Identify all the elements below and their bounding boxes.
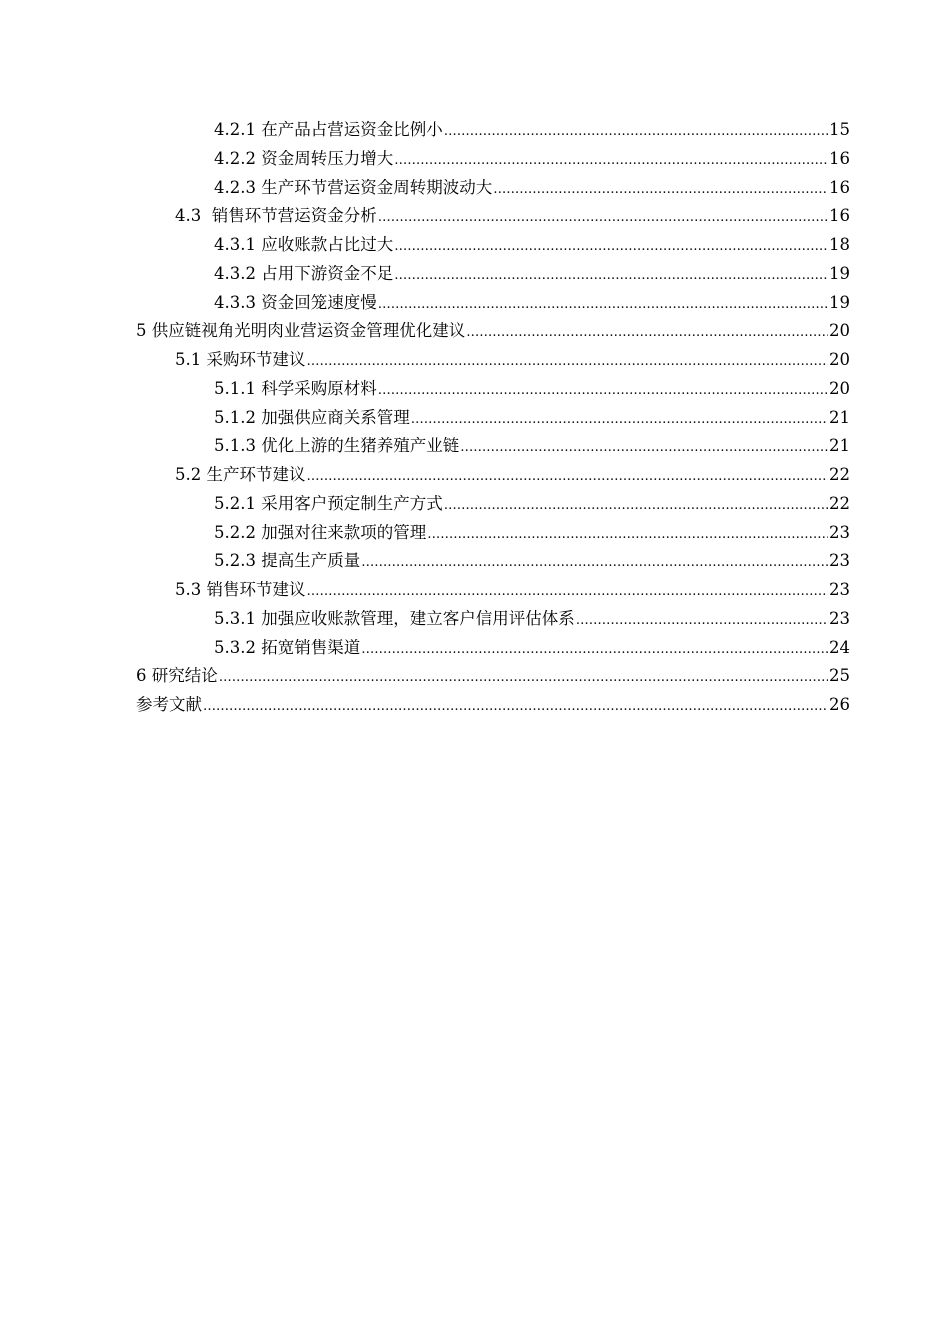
toc-entry[interactable] <box>0 461 950 490</box>
toc-entry[interactable] <box>0 145 950 174</box>
toc-entry-page-number: 23 <box>829 522 850 542</box>
dot-leader <box>394 233 828 262</box>
toc-entry[interactable] <box>0 547 950 576</box>
dot-leader <box>307 463 829 492</box>
toc-entry-title: 4.3 销售环节营运资金分析 <box>175 206 377 226</box>
toc-entry[interactable] <box>0 662 950 691</box>
dot-leader <box>394 262 828 291</box>
toc-entry[interactable] <box>0 289 950 318</box>
toc-entry[interactable] <box>0 346 950 375</box>
dot-leader <box>444 492 828 521</box>
toc-entry-page-number: 19 <box>829 263 850 283</box>
toc-entry-title: 5.1.2 加强供应商关系管理 <box>214 407 410 427</box>
dot-leader <box>378 204 828 233</box>
toc-entry[interactable] <box>0 432 950 461</box>
toc-entry-page-number: 20 <box>829 321 850 341</box>
dot-leader <box>460 434 828 463</box>
toc-entry[interactable] <box>0 634 950 663</box>
toc-entry-title: 5.2.2 加强对往来款项的管理 <box>214 522 427 542</box>
toc-entry[interactable] <box>0 317 950 346</box>
toc-entry-title: 4.3.3 资金回笼速度慢 <box>214 292 377 312</box>
toc-entry-title: 5.3 销售环节建议 <box>175 580 306 599</box>
dot-leader <box>493 176 828 205</box>
toc-entry[interactable] <box>0 116 950 145</box>
toc-entry[interactable] <box>0 519 950 548</box>
toc-entry-title: 6 研究结论 <box>136 666 218 686</box>
dot-leader <box>361 549 828 578</box>
toc-entry[interactable] <box>0 375 950 404</box>
toc-entry-page-number: 20 <box>829 378 850 398</box>
toc-entry-page-number: 24 <box>829 637 850 657</box>
toc-entry[interactable] <box>0 691 950 720</box>
toc-entry-title: 5.1.3 优化上游的生猪养殖产业链 <box>214 436 460 456</box>
toc-entry-page-number: 16 <box>829 177 850 197</box>
dot-leader <box>378 377 828 406</box>
dot-leader <box>307 578 829 607</box>
dot-leader <box>307 348 829 377</box>
toc-entry-page-number: 21 <box>829 407 850 427</box>
dot-leader <box>378 291 828 320</box>
dot-leader <box>203 693 828 722</box>
toc-entry-title: 参考文献 <box>136 695 202 714</box>
toc-entry-title: 4.3.1 应收账款占比过大 <box>214 235 394 254</box>
toc-entry-title: 5.1.1 科学采购原材料 <box>214 378 377 398</box>
toc-entry-page-number: 19 <box>829 292 850 312</box>
toc-entry-page-number: 26 <box>829 695 850 714</box>
toc-entry-page-number: 25 <box>829 666 850 686</box>
toc-entry[interactable] <box>0 576 950 605</box>
dot-leader <box>219 664 828 693</box>
toc-entry-page-number: 21 <box>829 436 850 456</box>
dot-leader <box>466 319 828 348</box>
toc-entry-title: 4.2.3 生产环节营运资金周转期波动大 <box>214 177 493 197</box>
toc-entry[interactable] <box>0 260 950 289</box>
toc-entry-title: 4.2.1 在产品占营运资金比例小 <box>214 120 443 139</box>
toc-entry-title: 4.3.2 占用下游资金不足 <box>214 263 394 283</box>
toc-entry-title: 5.3.2 拓宽销售渠道 <box>214 637 361 657</box>
dot-leader <box>394 147 828 176</box>
toc-entry-page-number: 18 <box>829 235 850 254</box>
toc-entry-title: 4.2.2 资金周转压力增大 <box>214 148 394 168</box>
toc-entry[interactable] <box>0 202 950 231</box>
toc-entry-page-number: 23 <box>829 608 850 628</box>
toc-entry-title: 5.1 采购环节建议 <box>175 350 306 369</box>
toc-entry[interactable] <box>0 605 950 634</box>
dot-leader <box>444 118 828 147</box>
dot-leader <box>361 636 828 665</box>
toc-entry-page-number: 23 <box>829 580 850 599</box>
toc-entry-title: 5.2.3 提高生产质量 <box>214 551 361 571</box>
toc-entry-title: 5 供应链视角光明肉业营运资金管理优化建议 <box>136 321 466 341</box>
toc-entry[interactable] <box>0 231 950 260</box>
toc-entry-title: 5.2.1 采用客户预定制生产方式 <box>214 493 443 513</box>
toc-entry-page-number: 15 <box>829 120 850 139</box>
toc-entry[interactable] <box>0 490 950 519</box>
toc-entry-page-number: 22 <box>829 465 850 484</box>
dot-leader <box>427 521 828 550</box>
toc-entry-page-number: 22 <box>829 493 850 513</box>
dot-leader <box>411 406 828 435</box>
toc-entry-page-number: 23 <box>829 551 850 571</box>
toc-entry-title: 5.2 生产环节建议 <box>175 465 306 484</box>
toc-entry-title: 5.3.1 加强应收账款管理，建立客户信用评估体系 <box>214 608 575 628</box>
table-of-contents <box>0 116 950 720</box>
toc-entry[interactable] <box>0 404 950 433</box>
toc-entry[interactable] <box>0 174 950 203</box>
toc-entry-page-number: 16 <box>829 206 850 226</box>
toc-entry-page-number: 16 <box>829 148 850 168</box>
dot-leader <box>576 607 828 636</box>
toc-entry-page-number: 20 <box>829 350 850 369</box>
